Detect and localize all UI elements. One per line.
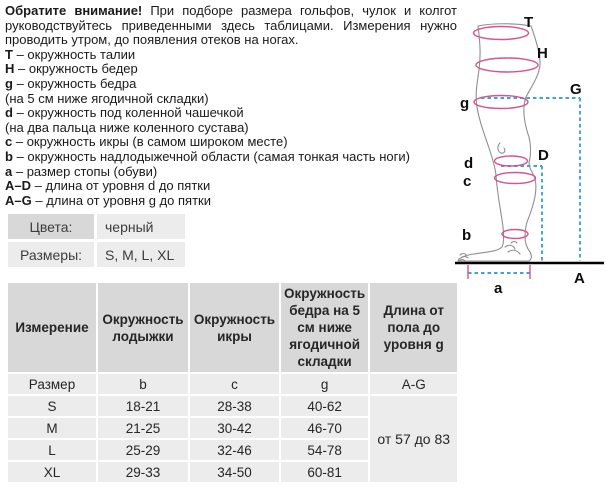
label-D: D (538, 147, 549, 164)
label-d: d (464, 155, 474, 172)
legend-text: (на два пальца ниже коленного сустава) (5, 119, 249, 135)
colors-label: Цвета: (8, 214, 94, 239)
label-G: G (570, 81, 582, 98)
cell-c: 28-38 (190, 396, 279, 416)
cell-b: 29-33 (98, 462, 188, 482)
cell-b: 18-21 (98, 396, 188, 416)
label-a: a (494, 280, 503, 297)
legend-term: А–D (5, 178, 32, 194)
cell-g: 54-78 (281, 440, 368, 460)
legend-line (5, 165, 457, 180)
legend-line (5, 77, 457, 92)
cell-b: 21-25 (98, 418, 188, 438)
below-knee-ellipse-d (495, 156, 528, 166)
cell-c: 34-50 (190, 462, 279, 482)
legend-term: c (5, 134, 13, 150)
header-calf: Окружность икры (190, 283, 279, 372)
description-block (5, 4, 457, 208)
intro-bold: Обратите внимание! (5, 3, 143, 18)
legend-line (5, 194, 457, 209)
legend-text: (на 5 см ниже ягодичной складки) (5, 90, 209, 106)
legend-line (5, 62, 457, 77)
sizes-row (8, 242, 185, 267)
cell-size: M (8, 418, 96, 438)
legend-text: – длина от уровня d до пятки (34, 178, 211, 194)
sizes-value: S, M, L, XL (97, 242, 185, 267)
legend-text: – размер стопы (обуви) (15, 163, 158, 179)
legend-line (5, 48, 457, 63)
legend-text: – окружность надлодыжечной области (самая тонкая часть ноги) (16, 148, 410, 164)
intro-text: При подборе размера гольфов, чулок и колгот руководствуйтесь приведенными здесь таблицами. Измерения нужно проводить утром, до появления отеков на ногах. (5, 3, 457, 48)
label-b: b (462, 227, 472, 244)
subheader-size: Размер (8, 374, 96, 394)
label-T: T (524, 14, 534, 31)
legend-term: a (5, 163, 13, 179)
legend-line (5, 106, 457, 121)
ankle-ellipse-b (502, 230, 528, 239)
size-chart-subheader-row (8, 374, 457, 394)
legend-text: – окружность под коленной чашечкой (16, 105, 244, 121)
waist-ellipse-T (474, 27, 529, 40)
subheader-ag: A-G (370, 374, 457, 394)
cell-c: 32-46 (190, 440, 279, 460)
measurement-legend (5, 48, 457, 209)
subheader-c: c (190, 374, 279, 394)
label-H: H (537, 45, 548, 62)
header-thigh: Окружность бедра на 5 см ниже ягодичной складки (281, 283, 368, 372)
legend-line (5, 179, 457, 194)
cell-g: 60-81 (281, 462, 368, 482)
legend-text: – длина от уровня g до пятки (35, 192, 211, 208)
cell-size: XL (8, 462, 96, 482)
leg-diagram (445, 0, 606, 300)
legend-term: g (5, 75, 13, 91)
cell-g: 40-62 (281, 396, 368, 416)
length-ad-dashed-line (501, 166, 542, 261)
cell-length-merged: от 57 до 83 (370, 396, 457, 482)
legend-text: – окружность бедра (16, 75, 137, 91)
ankle-marks (505, 242, 520, 255)
label-c: c (463, 173, 472, 190)
cell-size: S (8, 396, 96, 416)
foot-length-ticks (468, 265, 530, 279)
cell-c: 30-42 (190, 418, 279, 438)
size-chart-header-row (8, 283, 457, 372)
colors-row (8, 214, 185, 239)
legend-term: Н (5, 61, 15, 77)
sizes-label: Размеры: (8, 242, 94, 267)
label-g: g (460, 95, 470, 112)
colors-value: черный (97, 214, 185, 239)
cell-size: L (8, 440, 96, 460)
subheader-b: b (98, 374, 188, 394)
legend-line (5, 92, 457, 107)
cell-b: 25-29 (98, 440, 188, 460)
legend-text: – окружность талии (16, 46, 136, 62)
legend-text: – окружность бедер (18, 61, 138, 77)
label-A: A (574, 270, 585, 287)
subheader-g: g (281, 374, 368, 394)
legend-term: d (5, 105, 13, 121)
size-chart-table (6, 281, 459, 484)
calf-ellipse-c (495, 173, 536, 184)
knee-mark (498, 143, 505, 153)
cell-g: 46-70 (281, 418, 368, 438)
legend-line (5, 150, 457, 165)
intro-paragraph (5, 4, 457, 48)
legend-line (5, 121, 457, 136)
header-measurement: Измерение (8, 283, 96, 372)
hip-ellipse-H (476, 58, 538, 72)
table-row-s (8, 396, 457, 416)
legend-text: – окружность икры (в самом широком месте) (15, 134, 288, 150)
legend-line (5, 135, 457, 150)
attributes-table (5, 211, 188, 270)
header-ankle: Окружность лодыжки (98, 283, 188, 372)
legend-term: А–G (5, 192, 32, 208)
legend-term: Т (5, 46, 13, 62)
legend-term: b (5, 148, 13, 164)
header-length: Длина от пола до уровня g (370, 283, 457, 372)
